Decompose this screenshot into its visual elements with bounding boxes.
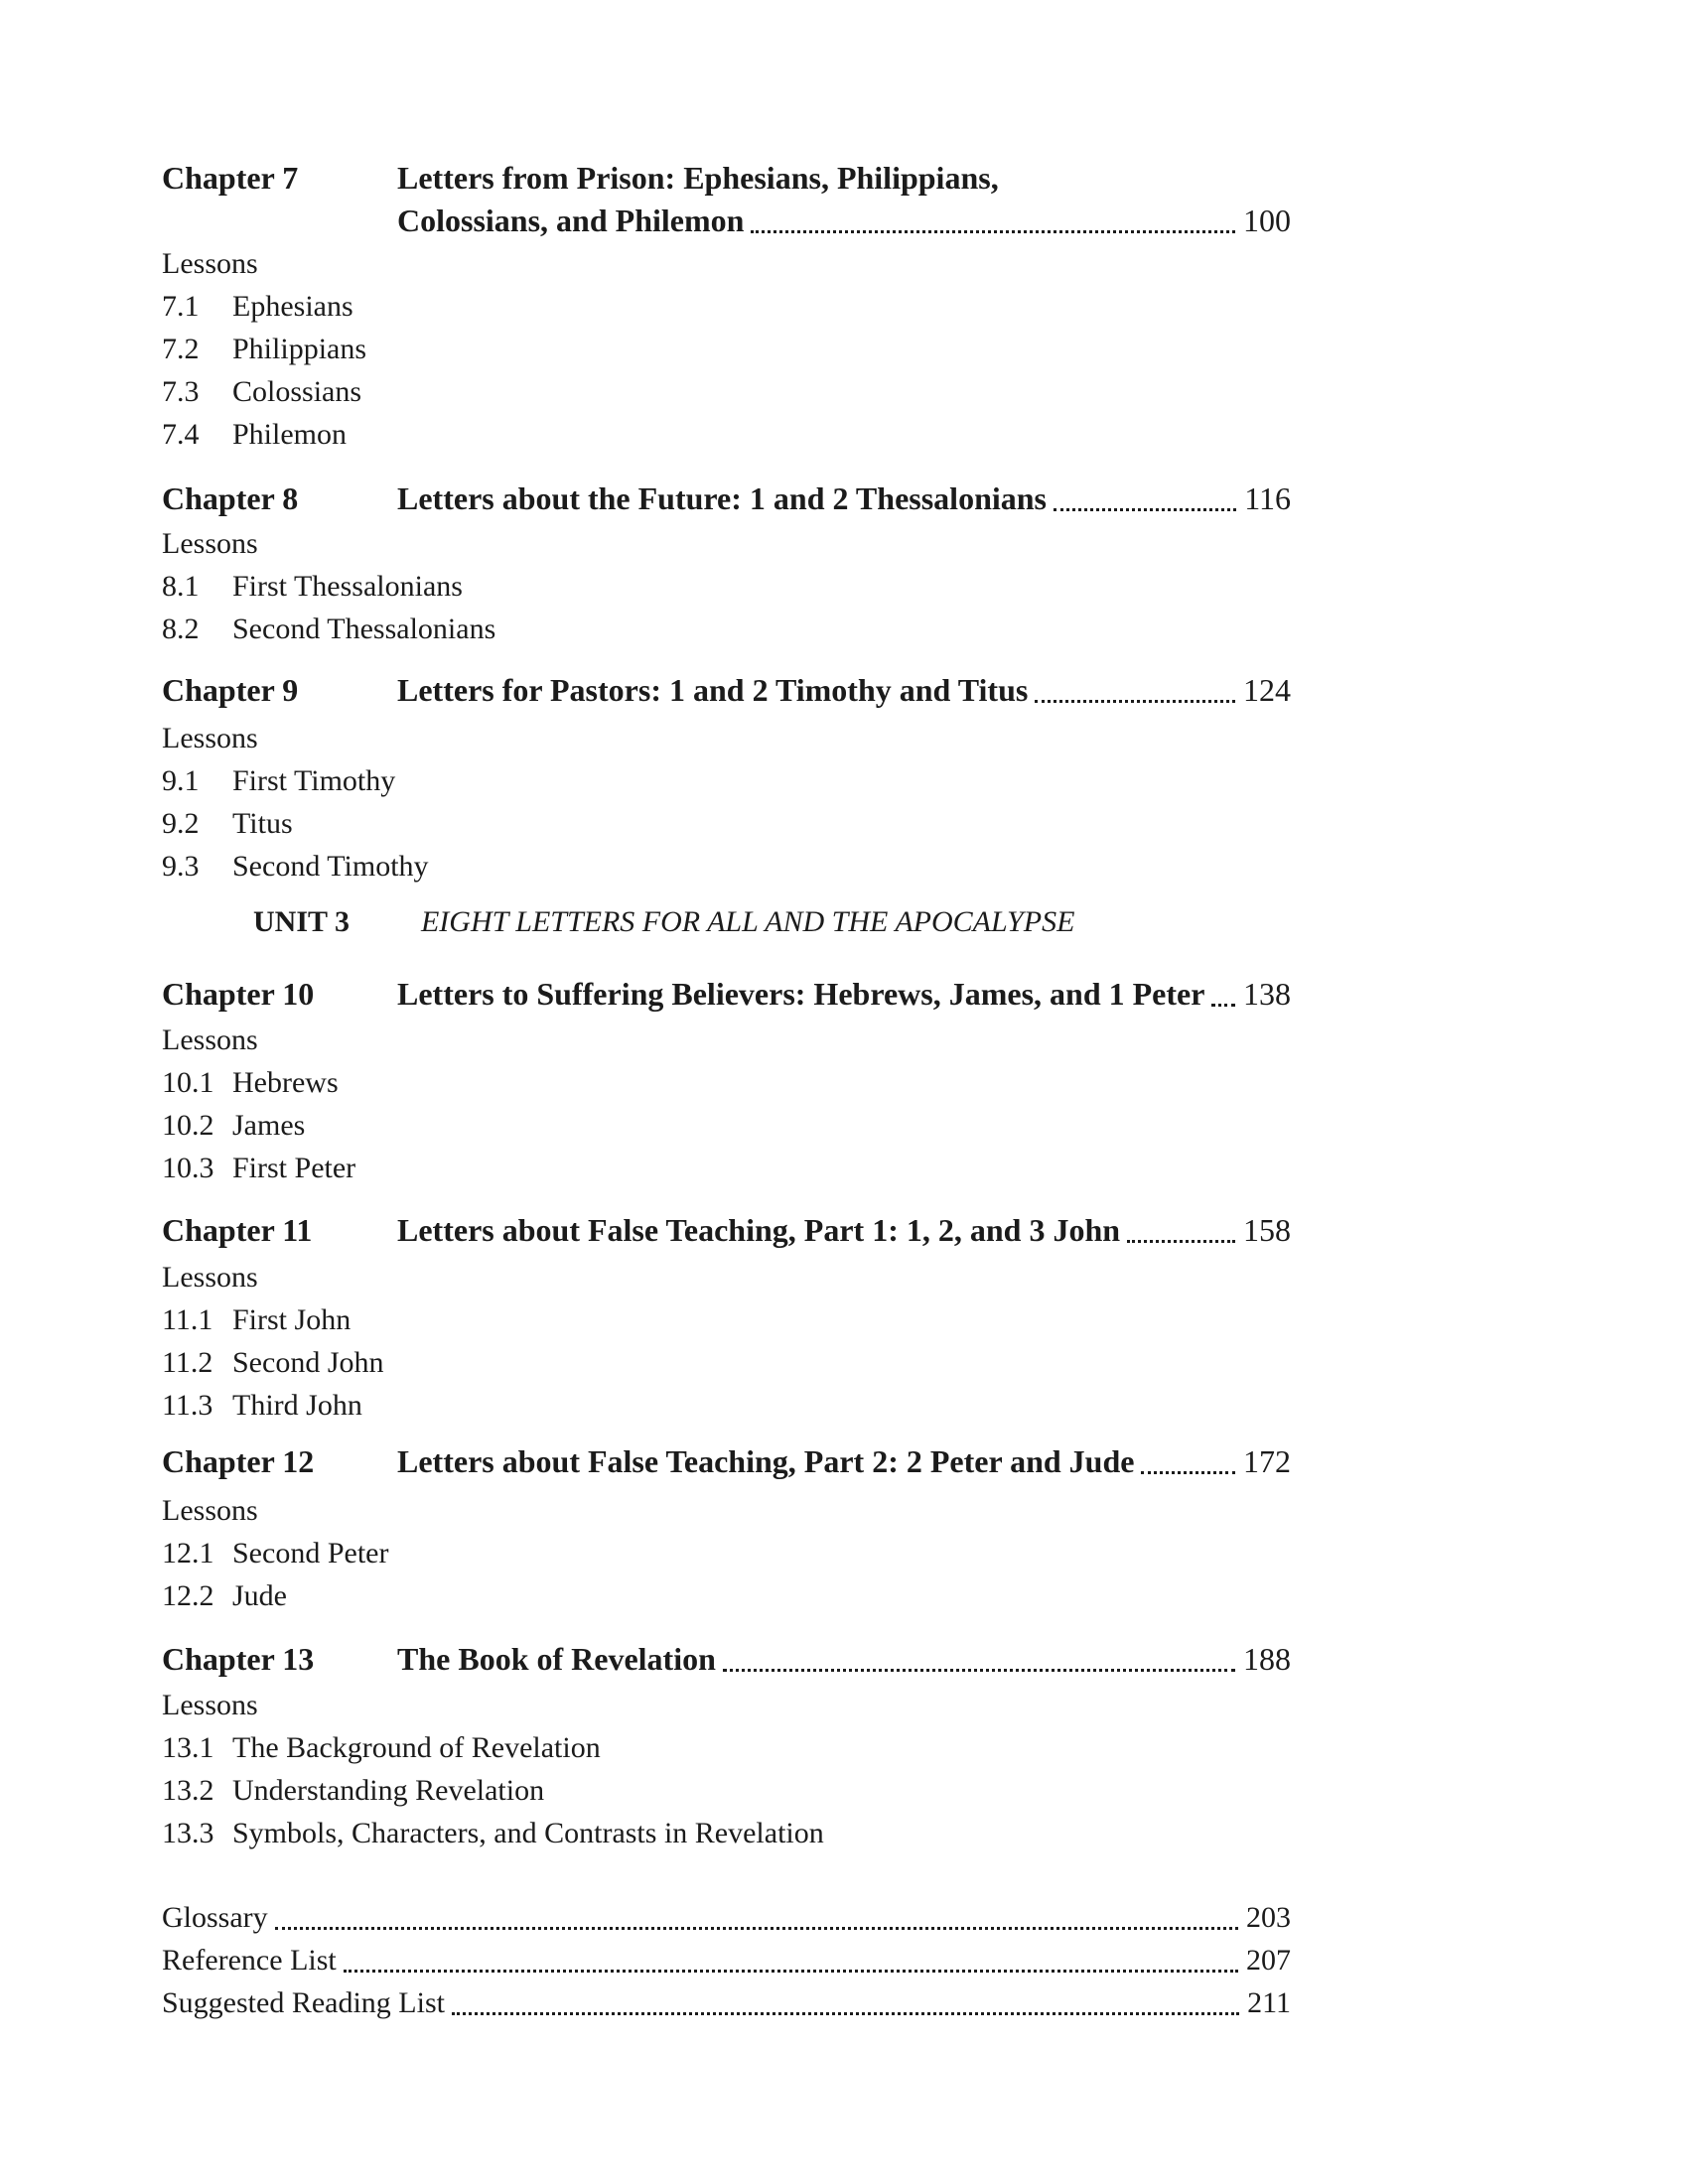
lesson-row bbox=[162, 608, 1291, 650]
chapter-label: Chapter 7 bbox=[162, 160, 299, 196]
lesson-title: First Peter bbox=[232, 1152, 356, 1184]
back-matter bbox=[162, 1896, 1291, 2024]
lesson-row bbox=[162, 1574, 1291, 1617]
chapter-title bbox=[397, 973, 1291, 1016]
lesson-row bbox=[162, 565, 1291, 608]
chapter-10-lessons bbox=[162, 1019, 1291, 1189]
lesson-number: 7.3 bbox=[162, 375, 200, 408]
lesson-title: First Thessalonians bbox=[232, 570, 463, 603]
lesson-number: 8.1 bbox=[162, 570, 200, 603]
backmatter-title: Suggested Reading List bbox=[162, 1986, 445, 2019]
lesson-title: Second John bbox=[232, 1346, 384, 1379]
dot-leader bbox=[1127, 1240, 1235, 1243]
backmatter-row bbox=[162, 1896, 1291, 1939]
lesson-title: First Timothy bbox=[232, 764, 396, 797]
lesson-row bbox=[162, 845, 1291, 887]
lessons-heading: Lessons bbox=[162, 1261, 258, 1294]
chapter-title bbox=[397, 669, 1291, 712]
dot-leader bbox=[1054, 508, 1236, 511]
dot-leader bbox=[751, 230, 1235, 233]
lesson-title: Philemon bbox=[232, 418, 348, 451]
dot-leader bbox=[275, 1927, 1238, 1930]
lessons-heading: Lessons bbox=[162, 1689, 258, 1721]
lesson-title: Third John bbox=[232, 1389, 362, 1422]
chapter-13-lessons bbox=[162, 1684, 1291, 1854]
chapter-label: Chapter 10 bbox=[162, 976, 315, 1012]
lesson-row bbox=[162, 1147, 1291, 1189]
dot-leader bbox=[1141, 1471, 1235, 1474]
chapter-10-heading bbox=[162, 973, 1291, 1016]
lesson-number: 8.2 bbox=[162, 613, 200, 645]
lesson-title: Titus bbox=[232, 807, 293, 840]
lesson-row bbox=[162, 1298, 1291, 1341]
lesson-number: 10.3 bbox=[162, 1152, 214, 1184]
chapter-label: Chapter 13 bbox=[162, 1641, 315, 1677]
lesson-row bbox=[162, 759, 1291, 802]
lesson-number: 7.4 bbox=[162, 418, 200, 451]
lesson-title: Symbols, Characters, and Contrasts in Revelation bbox=[232, 1817, 824, 1849]
unit-3-heading bbox=[162, 905, 1291, 939]
lesson-title: Second Thessalonians bbox=[232, 613, 496, 645]
lesson-title: First John bbox=[232, 1303, 352, 1336]
chapter-9-lessons bbox=[162, 717, 1291, 887]
backmatter-row bbox=[162, 1981, 1291, 2024]
lesson-number: 13.2 bbox=[162, 1774, 214, 1807]
lesson-title: Philippians bbox=[232, 333, 367, 365]
lesson-number: 11.1 bbox=[162, 1303, 213, 1336]
lesson-title: Understanding Revelation bbox=[232, 1774, 545, 1807]
lesson-title: Jude bbox=[232, 1579, 287, 1612]
backmatter-title: Reference List bbox=[162, 1944, 337, 1977]
chapter-11-heading bbox=[162, 1209, 1291, 1252]
lesson-number: 13.3 bbox=[162, 1817, 214, 1849]
page-number: 124 bbox=[1243, 672, 1291, 708]
lesson-row bbox=[162, 1812, 1291, 1854]
lesson-number: 11.3 bbox=[162, 1389, 213, 1422]
lesson-row bbox=[162, 1384, 1291, 1427]
backmatter-title: Glossary bbox=[162, 1901, 268, 1934]
chapter-title-line-1: Letters from Prison: Ephesians, Philippians, bbox=[397, 160, 999, 196]
chapter-label: Chapter 12 bbox=[162, 1443, 315, 1479]
lesson-number: 10.1 bbox=[162, 1066, 214, 1099]
lesson-number: 7.2 bbox=[162, 333, 200, 365]
lessons-heading: Lessons bbox=[162, 1024, 258, 1056]
lesson-row bbox=[162, 1061, 1291, 1104]
page-number: 211 bbox=[1247, 1986, 1291, 2019]
chapter-13-heading bbox=[162, 1638, 1291, 1681]
lessons-heading: Lessons bbox=[162, 247, 258, 280]
chapter-title bbox=[397, 1209, 1291, 1252]
lesson-row bbox=[162, 413, 1291, 456]
lesson-number: 12.1 bbox=[162, 1537, 214, 1570]
dot-leader bbox=[1211, 1004, 1235, 1007]
lesson-row bbox=[162, 1104, 1291, 1147]
lesson-number: 13.1 bbox=[162, 1731, 214, 1764]
chapter-title-text: Letters for Pastors: 1 and 2 Timothy and Titus bbox=[397, 672, 1029, 708]
chapter-11-lessons bbox=[162, 1256, 1291, 1427]
lesson-title: Second Timothy bbox=[232, 850, 429, 883]
lesson-number: 9.2 bbox=[162, 807, 200, 840]
lesson-row bbox=[162, 285, 1291, 328]
chapter-8-lessons bbox=[162, 522, 1291, 650]
chapter-title bbox=[397, 1440, 1291, 1483]
lesson-number: 11.2 bbox=[162, 1346, 213, 1379]
lesson-number: 12.2 bbox=[162, 1579, 214, 1612]
lesson-title: Ephesians bbox=[232, 290, 353, 323]
chapter-title-text: Letters about False Teaching, Part 1: 1, 2, and 3 John bbox=[397, 1212, 1121, 1248]
lesson-number: 9.3 bbox=[162, 850, 200, 883]
lesson-row bbox=[162, 1532, 1291, 1574]
lesson-row bbox=[162, 802, 1291, 845]
lesson-row bbox=[162, 328, 1291, 370]
page-number: 138 bbox=[1243, 976, 1291, 1012]
lesson-row bbox=[162, 1341, 1291, 1384]
chapter-title-text: Letters about False Teaching, Part 2: 2 Peter and Jude bbox=[397, 1443, 1135, 1479]
lesson-row bbox=[162, 1726, 1291, 1769]
chapter-title bbox=[397, 478, 1291, 520]
lesson-number: 7.1 bbox=[162, 290, 200, 323]
dot-leader bbox=[723, 1669, 1235, 1672]
chapter-label: Chapter 9 bbox=[162, 672, 299, 708]
chapter-7-heading bbox=[162, 157, 1291, 242]
page-number: 188 bbox=[1243, 1641, 1291, 1677]
chapter-title-text: Letters about the Future: 1 and 2 Thessalonians bbox=[397, 480, 1047, 516]
chapter-label: Chapter 11 bbox=[162, 1212, 313, 1248]
chapter-title-line-2: Colossians, and Philemon bbox=[397, 203, 745, 238]
chapter-9-heading bbox=[162, 669, 1291, 712]
chapter-12-lessons bbox=[162, 1489, 1291, 1617]
dot-leader bbox=[452, 2012, 1239, 2015]
unit-label: UNIT 3 bbox=[253, 905, 350, 938]
page-number: 116 bbox=[1244, 480, 1291, 516]
page-number: 100 bbox=[1243, 203, 1291, 238]
lessons-heading: Lessons bbox=[162, 1494, 258, 1527]
lesson-title: Second Peter bbox=[232, 1537, 389, 1570]
chapter-8-heading bbox=[162, 478, 1291, 520]
dot-leader bbox=[344, 1970, 1238, 1973]
chapter-title bbox=[397, 1638, 1291, 1681]
lesson-title: Colossians bbox=[232, 375, 362, 408]
lesson-title: James bbox=[232, 1109, 306, 1142]
lesson-number: 9.1 bbox=[162, 764, 200, 797]
page-number: 207 bbox=[1246, 1944, 1291, 1977]
chapter-12-heading bbox=[162, 1440, 1291, 1483]
lesson-title: Hebrews bbox=[232, 1066, 339, 1099]
lesson-title: The Background of Revelation bbox=[232, 1731, 601, 1764]
chapter-7-lessons bbox=[162, 242, 1291, 456]
lessons-heading: Lessons bbox=[162, 722, 258, 754]
chapter-label: Chapter 8 bbox=[162, 480, 299, 516]
page-number: 172 bbox=[1243, 1443, 1291, 1479]
page-number: 158 bbox=[1243, 1212, 1291, 1248]
chapter-title-text: Letters to Suffering Believers: Hebrews, James, and 1 Peter bbox=[397, 976, 1205, 1012]
page-number: 203 bbox=[1246, 1901, 1291, 1934]
dot-leader bbox=[1035, 700, 1235, 703]
lesson-row bbox=[162, 1769, 1291, 1812]
chapter-title-text: The Book of Revelation bbox=[397, 1641, 716, 1677]
lesson-row bbox=[162, 370, 1291, 413]
unit-title: EIGHT LETTERS FOR ALL AND THE APOCALYPSE bbox=[420, 905, 1075, 938]
backmatter-row bbox=[162, 1939, 1291, 1981]
lesson-number: 10.2 bbox=[162, 1109, 214, 1142]
chapter-title bbox=[397, 157, 1291, 242]
lessons-heading: Lessons bbox=[162, 527, 258, 560]
